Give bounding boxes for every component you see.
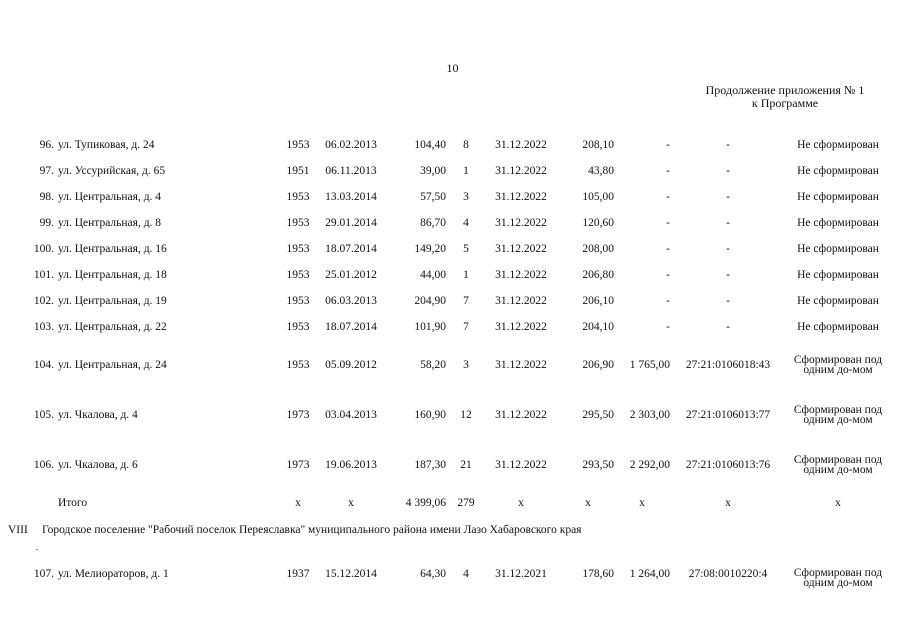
cell-year: 1953 bbox=[286, 139, 310, 151]
cell-num: 99. bbox=[39, 217, 54, 229]
cell-text: Сформирован под одним до-мом bbox=[793, 353, 883, 376]
total-cell: x bbox=[295, 497, 301, 509]
cell-addr: ул. Центральная, д. 24 bbox=[58, 359, 167, 371]
cell-status: Не сформирован bbox=[797, 139, 879, 151]
cell-date1: 15.12.2014 bbox=[325, 568, 377, 580]
cell-num: 107. bbox=[33, 568, 54, 580]
cell-area2: 206,10 bbox=[582, 295, 614, 307]
cell-date1: 05.09.2012 bbox=[325, 359, 377, 371]
cell-area: 204,90 bbox=[414, 295, 446, 307]
cell-status: Не сформирован bbox=[797, 321, 879, 333]
table-row bbox=[22, 558, 890, 620]
appendix-line-1: Продолжение приложения № 1 bbox=[705, 83, 865, 97]
total-cell: x bbox=[639, 497, 645, 509]
cell-area: 44,00 bbox=[420, 269, 446, 281]
cell-area: 58,20 bbox=[420, 359, 446, 371]
cell-addr: ул. Центральная, д. 4 bbox=[58, 191, 162, 203]
cell-date2: 31.12.2022 bbox=[495, 217, 547, 229]
cell-year: 1953 bbox=[286, 243, 310, 255]
cell-addr: ул. Чкалова, д. 4 bbox=[58, 409, 138, 421]
cell-area2: 206,90 bbox=[582, 359, 614, 371]
cell-status: Не сформирован bbox=[797, 269, 879, 281]
cell-area: 57,50 bbox=[420, 191, 446, 203]
cell-area2: 206,80 bbox=[582, 269, 614, 281]
cell-addr: ул. Уссурийская, д. 65 bbox=[58, 165, 166, 177]
cell-cad: 27:21:0106018:43 bbox=[685, 359, 771, 371]
cell-land: 2 292,00 bbox=[629, 459, 670, 471]
cell-people: 12 bbox=[460, 409, 472, 421]
table-row bbox=[22, 314, 890, 340]
cell-text: Сформирован под одним до-мом bbox=[793, 567, 883, 589]
cell-area: 160,90 bbox=[414, 409, 446, 421]
housing-register-table bbox=[8, 132, 890, 620]
cell-addr: ул. Тупиковая, д. 24 bbox=[58, 139, 155, 151]
appendix-line-2: к Программе bbox=[751, 96, 819, 110]
cell-year: 1953 bbox=[286, 191, 310, 203]
cell-cad: 27:08:0010220:4 bbox=[688, 568, 768, 580]
cell-date2: 31.12.2022 bbox=[495, 165, 547, 177]
cell-date2: 31.12.2022 bbox=[495, 269, 547, 281]
cell-num: 106. bbox=[33, 459, 54, 471]
total-cell: x bbox=[518, 497, 524, 509]
section-dot: . bbox=[36, 542, 39, 552]
total-cell: x bbox=[585, 497, 591, 509]
cell-year: 1951 bbox=[286, 165, 310, 177]
cell-addr: ул. Центральная, д. 22 bbox=[58, 321, 167, 333]
section-header-row bbox=[22, 516, 890, 544]
cell-people: 7 bbox=[463, 295, 469, 307]
table-row bbox=[22, 440, 890, 490]
cell-land: - bbox=[666, 139, 670, 151]
cell-cad: 27:21:0106013:77 bbox=[685, 409, 771, 421]
cell-year: 1953 bbox=[286, 295, 310, 307]
cell-year: 1973 bbox=[286, 409, 310, 421]
cell-people: 21 bbox=[460, 459, 472, 471]
cell-text: 1 264,00 bbox=[629, 568, 670, 580]
cell-date2: 31.12.2021 bbox=[495, 568, 547, 580]
total-cell: x bbox=[835, 497, 841, 509]
cell-land: 2 303,00 bbox=[629, 409, 670, 421]
cell-land: - bbox=[666, 217, 670, 229]
cell-status: Не сформирован bbox=[797, 243, 879, 255]
cell-land bbox=[614, 558, 670, 620]
cell-cad: - bbox=[726, 295, 730, 307]
cell-people: 3 bbox=[463, 191, 469, 203]
total-cell: 4 399,06 bbox=[405, 497, 446, 509]
cell-num: 98. bbox=[39, 191, 54, 203]
cell-cad: 27:21:0106013:76 bbox=[685, 459, 771, 471]
cell-date2: 31.12.2022 bbox=[495, 321, 547, 333]
cell-people: 1 bbox=[463, 269, 469, 281]
cell-people: 4 bbox=[463, 217, 469, 229]
cell-date2: 31.12.2022 bbox=[495, 243, 547, 255]
cell-date2: 31.12.2022 bbox=[495, 359, 547, 371]
section-dot-row bbox=[22, 544, 890, 558]
cell-date1: 29.01.2014 bbox=[325, 217, 377, 229]
table-row bbox=[22, 236, 890, 262]
cell-num: 101. bbox=[33, 269, 54, 281]
cell-year: 1953 bbox=[286, 217, 310, 229]
cell-cad: - bbox=[726, 321, 730, 333]
cell-addr: ул. Центральная, д. 8 bbox=[58, 217, 162, 229]
cell-land: 1 765,00 bbox=[629, 359, 670, 371]
cell-text: Сформирован под одним до-мом bbox=[793, 403, 883, 426]
cell-date1: 18.07.2014 bbox=[325, 321, 377, 333]
cell-cad: - bbox=[726, 269, 730, 281]
section-header bbox=[8, 516, 876, 544]
table-row bbox=[22, 210, 890, 236]
cell-num: 104. bbox=[33, 359, 54, 371]
cell-area: 104,40 bbox=[414, 139, 446, 151]
section-number: VIII bbox=[8, 524, 28, 536]
cell-cad: - bbox=[726, 165, 730, 177]
cell-area2: 105,00 bbox=[582, 191, 614, 203]
cell-land: - bbox=[666, 191, 670, 203]
page-number: 10 bbox=[446, 61, 459, 75]
cell-date1: 06.11.2013 bbox=[325, 165, 377, 177]
cell-text: Сформирован под одним до-мом bbox=[793, 453, 883, 476]
cell-area: 39,00 bbox=[420, 165, 446, 177]
table-row bbox=[22, 132, 890, 158]
cell-land: - bbox=[666, 165, 670, 177]
cell-status bbox=[786, 340, 890, 390]
cell-area2: 208,00 bbox=[582, 243, 614, 255]
cell-people: 8 bbox=[463, 139, 469, 151]
cell-people: 7 bbox=[463, 321, 469, 333]
cell-addr: ул. Мелиораторов, д. 1 bbox=[58, 568, 169, 580]
cell-area2: 178,60 bbox=[582, 568, 614, 580]
table-row bbox=[22, 262, 890, 288]
cell-area2: 120,60 bbox=[582, 217, 614, 229]
cell-num: 100. bbox=[33, 243, 54, 255]
cell-status bbox=[786, 558, 890, 620]
cell-date2: 31.12.2022 bbox=[495, 295, 547, 307]
cell-people: 5 bbox=[463, 243, 469, 255]
cell-people: 1 bbox=[463, 165, 469, 177]
cell-area2: 208,10 bbox=[582, 139, 614, 151]
cell-land: - bbox=[666, 269, 670, 281]
cell-num: 103. bbox=[33, 321, 54, 333]
cell-land: - bbox=[666, 295, 670, 307]
cell-people: 4 bbox=[463, 568, 469, 580]
cell-area: 187,30 bbox=[414, 459, 446, 471]
cell-cad: - bbox=[726, 243, 730, 255]
cell-date1: 03.04.2013 bbox=[325, 409, 377, 421]
cell-status bbox=[786, 390, 890, 440]
total-cell bbox=[22, 490, 58, 516]
cell-year: 1953 bbox=[286, 269, 310, 281]
cell-date1: 13.03.2014 bbox=[325, 191, 377, 203]
cell-people: 3 bbox=[463, 359, 469, 371]
cell-area2: 295,50 bbox=[582, 409, 614, 421]
total-cell: x bbox=[348, 497, 354, 509]
cell-status: Не сформирован bbox=[797, 217, 879, 229]
total-cell: Итого bbox=[58, 497, 88, 509]
cell-date1: 18.07.2014 bbox=[325, 243, 377, 255]
table-body bbox=[8, 132, 890, 620]
cell-num: 96. bbox=[39, 139, 54, 151]
cell-area: 101,90 bbox=[414, 321, 446, 333]
cell-land: - bbox=[666, 321, 670, 333]
table-row bbox=[22, 184, 890, 210]
cell-area2: 204,10 bbox=[582, 321, 614, 333]
cell-date1: 06.02.2013 bbox=[325, 139, 377, 151]
cell-date2: 31.12.2022 bbox=[495, 409, 547, 421]
cell-cad: - bbox=[726, 217, 730, 229]
cell-date2: 31.12.2022 bbox=[495, 139, 547, 151]
table-row bbox=[22, 288, 890, 314]
cell-num: 102. bbox=[33, 295, 54, 307]
table-row bbox=[22, 340, 890, 390]
cell-year: 1953 bbox=[286, 359, 310, 371]
cell-date2: 31.12.2022 bbox=[495, 191, 547, 203]
cell-date1: 25.01.2012 bbox=[325, 269, 377, 281]
table-row bbox=[22, 158, 890, 184]
table-row bbox=[22, 390, 890, 440]
cell-land: - bbox=[666, 243, 670, 255]
cell-num: 97. bbox=[39, 165, 54, 177]
cell-year: 1953 bbox=[286, 321, 310, 333]
cell-year: 1937 bbox=[286, 568, 310, 580]
cell-status: Не сформирован bbox=[797, 295, 879, 307]
cell-addr: ул. Чкалова, д. 6 bbox=[58, 459, 138, 471]
cell-area: 149,20 bbox=[414, 243, 446, 255]
cell-area2: 293,50 bbox=[582, 459, 614, 471]
total-cell: 279 bbox=[457, 497, 475, 509]
cell-date2: 31.12.2022 bbox=[495, 459, 547, 471]
cell-addr: ул. Центральная, д. 18 bbox=[58, 269, 167, 281]
cell-cad: - bbox=[726, 139, 730, 151]
cell-year: 1973 bbox=[286, 459, 310, 471]
cell-date1: 19.06.2013 bbox=[325, 459, 377, 471]
cell-area2: 43,80 bbox=[588, 165, 614, 177]
total-row bbox=[22, 490, 890, 516]
cell-status: Не сформирован bbox=[797, 165, 879, 177]
appendix-caption bbox=[690, 84, 880, 110]
cell-addr: ул. Центральная, д. 16 bbox=[58, 243, 167, 255]
cell-num: 105. bbox=[33, 409, 54, 421]
cell-addr: ул. Центральная, д. 19 bbox=[58, 295, 167, 307]
cell-cad: - bbox=[726, 191, 730, 203]
cell-date1: 06.03.2013 bbox=[325, 295, 377, 307]
total-cell: x bbox=[725, 497, 731, 509]
cell-area: 86,70 bbox=[420, 217, 446, 229]
cell-status bbox=[786, 440, 890, 490]
section-title: Городское поселение "Рабочий поселок Переяславка" муниципального района имени Лазо Хабаровского края bbox=[42, 524, 582, 536]
cell-area: 64,30 bbox=[420, 568, 446, 580]
cell-status: Не сформирован bbox=[797, 191, 879, 203]
